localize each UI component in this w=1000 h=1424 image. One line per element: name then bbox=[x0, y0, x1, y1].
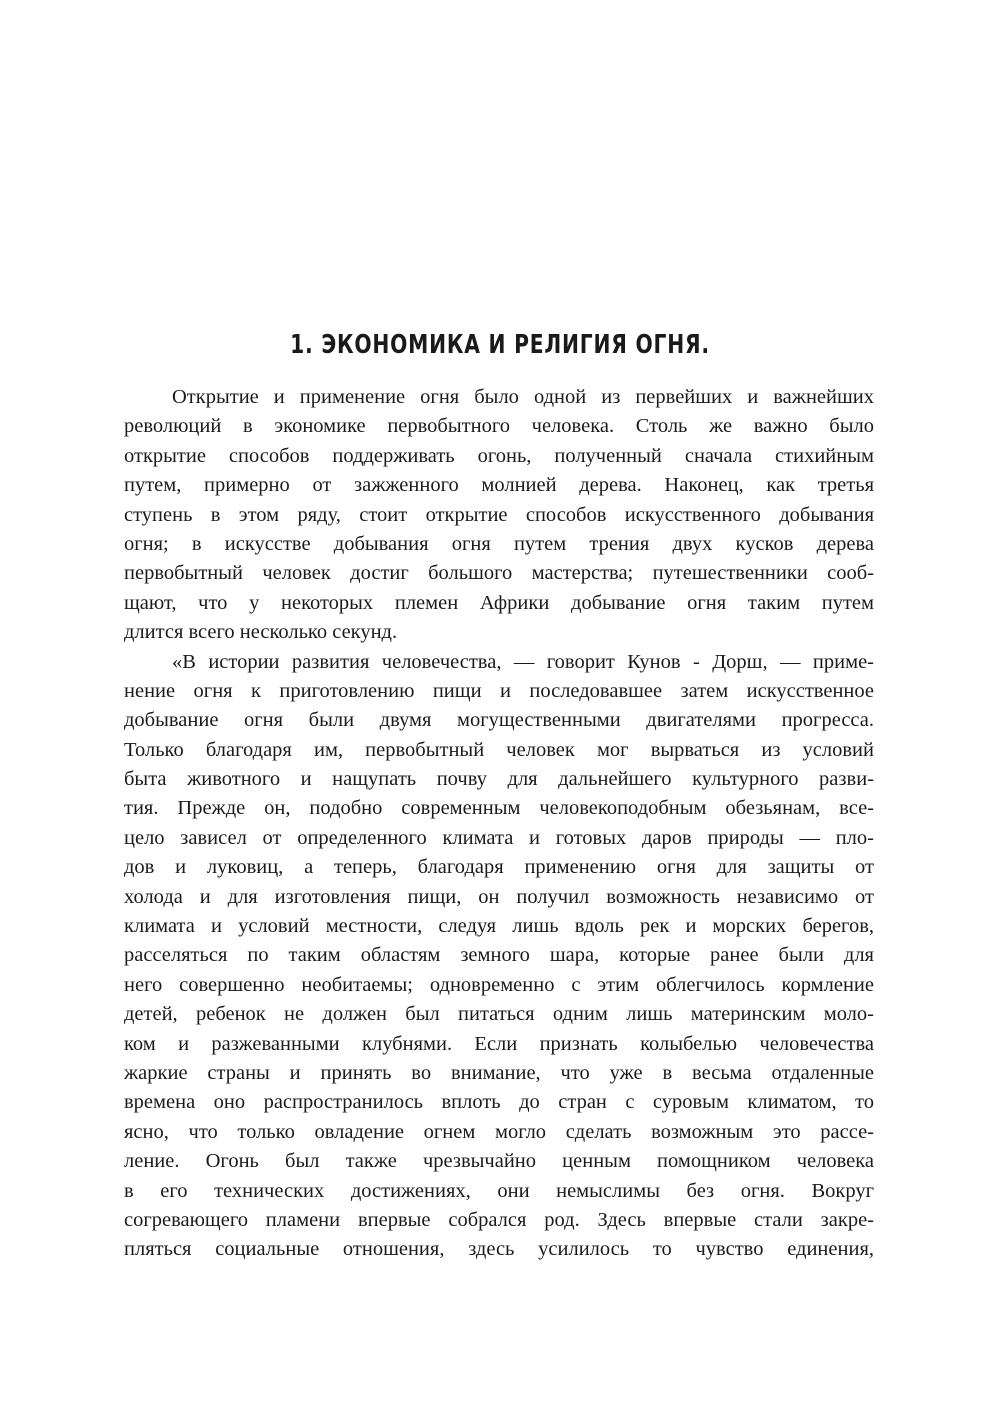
text-line: ясно, что только овладение огнем могло сделать возможным это рассе- bbox=[124, 1120, 874, 1143]
text-line: в его технических достижениях, они немыслимы без огня. Вокруг bbox=[124, 1179, 874, 1202]
text-line: Только благодаря им, первобытный человек мог вырваться из условий bbox=[124, 738, 874, 761]
text-line: нение огня к приготовлению пищи и последовавшее затем искусственное bbox=[124, 679, 874, 702]
text-line: первобытный человек достиг большого мастерства; путешественники сооб- bbox=[124, 562, 874, 585]
body-text bbox=[124, 383, 874, 1265]
text-line: холода и для изготовления пищи, он получил возможность независимо от bbox=[124, 885, 874, 908]
text-line: Открытие и применение огня было одной из первейших и важнейших bbox=[172, 386, 874, 408]
text-line: длится всего несколько секунд. bbox=[124, 621, 398, 644]
text-line: детей, ребенок не должен был питаться одним лишь материнским моло- bbox=[124, 1003, 874, 1026]
text-line: быта животного и нащупать почву для дальнейшего культурного разви- bbox=[124, 768, 874, 791]
text-line: дов и луковиц, а теперь, благодаря применению огня для защиты от bbox=[124, 856, 874, 879]
text-line: щают, что у некоторых племен Африки добывание огня таким путем bbox=[124, 591, 874, 614]
text-line: климата и условий местности, следуя лишь вдоль рек и морских берегов, bbox=[124, 915, 874, 938]
text-line: открытие способов поддерживать огонь, полученный сначала стихийным bbox=[124, 444, 874, 467]
text-line: «В истории развития человечества, — говорит Кунов - Дорш, — приме- bbox=[172, 650, 874, 673]
text-line: добывание огня были двумя могущественными двигателями прогресса. bbox=[124, 709, 874, 732]
text-line: цело зависел от определенного климата и готовых даров природы — пло- bbox=[124, 826, 874, 849]
chapter-heading: 1. ЭКОНОМИКА И РЕЛИГИЯ ОГНЯ. bbox=[290, 330, 710, 360]
text-line: ком и разжеванными клубнями. Если признать колыбелью человечества bbox=[124, 1032, 874, 1055]
text-line: согревающего пламени впервые собрался род. Здесь впервые стали закре- bbox=[124, 1208, 874, 1231]
text-line: революций в экономике первобытного человека. Столь же важно было bbox=[124, 415, 874, 438]
text-line: тия. Прежде он, подобно современным человекоподобным обезьянам, все- bbox=[124, 797, 874, 820]
paragraph-1 bbox=[124, 383, 874, 648]
text-line: ление. Огонь был также чрезвычайно ценным помощником человека bbox=[124, 1150, 874, 1173]
text-line: него совершенно необитаемы; одновременно с этим облегчилось кормление bbox=[124, 973, 874, 996]
paragraph-2 bbox=[124, 648, 874, 1265]
text-line: времена оно распространилось вплоть до стран с суровым климатом, то bbox=[124, 1091, 874, 1114]
text-line: путем, примерно от зажженного молнией дерева. Наконец, как третья bbox=[124, 474, 874, 497]
text-line: огня; в искусстве добывания огня путем трения двух кусков дерева bbox=[124, 532, 874, 555]
text-line: жаркие страны и принять во внимание, что уже в весьма отдаленные bbox=[124, 1061, 874, 1084]
text-line: расселяться по таким областям земного шара, которые ранее были для bbox=[124, 944, 874, 967]
text-line: ступень в этом ряду, стоит открытие способов искусственного добывания bbox=[124, 503, 874, 526]
text-line: пляться социальные отношения, здесь усилилось то чувство единения, bbox=[124, 1238, 874, 1261]
